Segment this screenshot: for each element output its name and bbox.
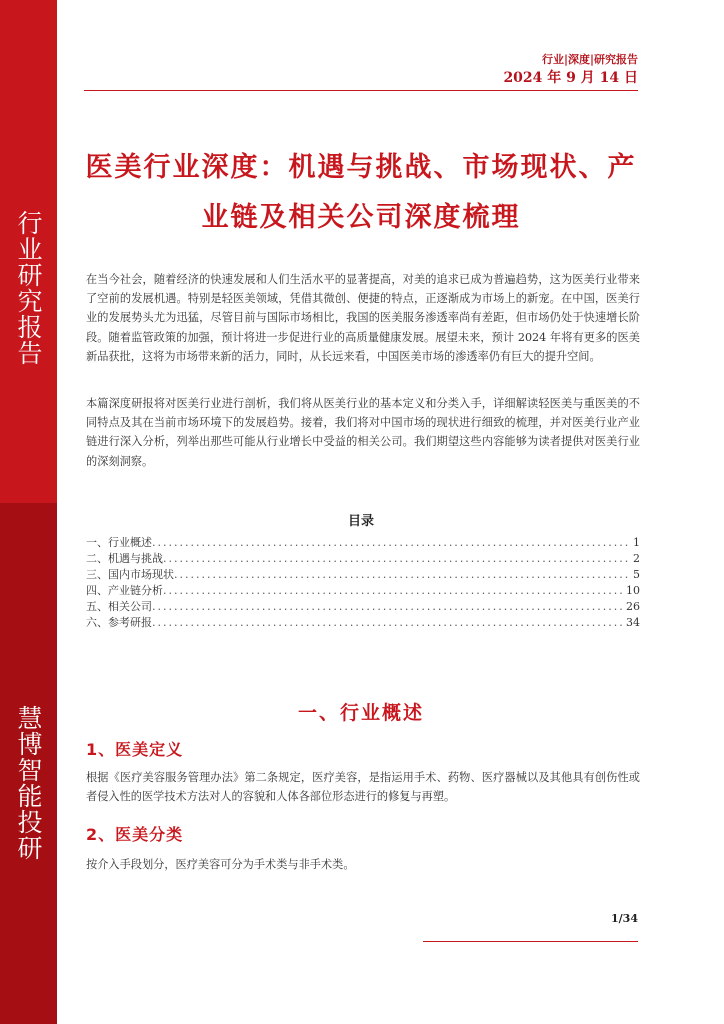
toc-item-label: 三、国内市场现状 xyxy=(86,568,174,581)
toc-item-page: 34 xyxy=(626,616,640,629)
section-title-overview: 一、行业概述 xyxy=(297,702,424,724)
toc-item[interactable] xyxy=(86,567,640,583)
toc-item-label: 六、参考研报 xyxy=(86,616,152,629)
subsection-title-definition: 1、医美定义 xyxy=(86,740,184,759)
intro-paragraph-1: 在当今社会，随着经济的快速发展和人们生活水平的显著提高，对美的追求已成为普遍趋势，这为医美行业带来了空前的发展机遇。特别是轻医美领域，凭借其微创、便捷的特点，正逐渐成为市场上的新宠。在中国，医美行业的发展势头尤为迅猛，尽管目前与国际市场相比，我国的医美服务渗透率尚有差距，但市场仍处于快速增长阶段。随着监管政策的加强，预计将进一步促进行业的高质量健康发展。展望未来，预计 2024 年将有更多的医美新品获批，这将为市场带来新的活力，同时，从长远来看，中国医美市场的渗透率仍有巨大的提升空间。 xyxy=(86,273,640,363)
toc-item-label: 五、相关公司 xyxy=(86,600,152,613)
toc-heading: 目录 xyxy=(347,514,374,529)
report-category: 行业|深度|研究报告 xyxy=(541,53,638,66)
toc-item-page: 2 xyxy=(633,552,640,565)
report-date: 2024 年 9 月 14 日 xyxy=(503,70,638,86)
toc-leader xyxy=(163,551,631,567)
toc-item-page: 26 xyxy=(626,600,640,613)
toc-item[interactable] xyxy=(86,615,640,631)
toc-item-label: 一、行业概述 xyxy=(86,536,152,549)
classification-paragraph: 按介入手段划分，医疗美容可分为手术类与非手术类。 xyxy=(86,858,355,871)
definition-paragraph: 根据《医疗美容服务管理办法》第二条规定，医疗美容，是指运用手术、药物、医疗器械以及其他具有创伤性或者侵入性的医学技术方法对人的容貌和人体各部位形态进行的修复与再塑。 xyxy=(86,771,640,804)
subsection-title-classification: 2、医美分类 xyxy=(86,825,184,844)
toc-item-label: 二、机遇与挑战 xyxy=(86,552,163,565)
toc-item[interactable] xyxy=(86,583,640,599)
toc-item[interactable] xyxy=(86,551,640,567)
toc-item-label: 四、产业链分析 xyxy=(86,584,163,597)
footer-divider xyxy=(423,941,638,942)
report-title-line1: 医美行业深度：机遇与挑战、市场现状、产 xyxy=(85,152,637,183)
toc-item[interactable] xyxy=(86,599,640,615)
toc-item-page: 10 xyxy=(626,584,640,597)
sidebar-bottom-band xyxy=(0,503,57,1024)
toc-leader xyxy=(152,599,624,615)
toc-leader xyxy=(163,583,624,599)
toc-item-page: 5 xyxy=(633,568,640,581)
sidebar-bottom-label: 慧博智能投研 xyxy=(14,705,43,861)
toc-item-page: 1 xyxy=(633,536,640,549)
sidebar-top-band xyxy=(0,0,57,503)
toc-item[interactable] xyxy=(86,535,640,551)
toc-leader xyxy=(152,535,631,551)
report-title-line2: 业链及相关公司深度梳理 xyxy=(201,202,521,233)
sidebar-top-label: 行业研究报告 xyxy=(14,210,43,366)
page-number: 1/34 xyxy=(611,912,638,925)
report-header xyxy=(503,52,638,88)
header-divider xyxy=(84,90,638,91)
toc-leader xyxy=(152,615,624,631)
report-title xyxy=(84,143,638,243)
table-of-contents xyxy=(86,535,640,631)
intro-paragraph-2: 本篇深度研报将对医美行业进行剖析，我们将从医美行业的基本定义和分类入手，详细解读轻医美与重医美的不同特点及其在当前市场环境下的发展趋势。接着，我们将对中国市场的现状进行细致的梳理，并对医美行业产业链进行深入分析，列举出那些可能从行业增长中受益的相关公司。我们期望这些内容能够为读者提供对医美行业的深刻洞察。 xyxy=(86,397,640,468)
toc-leader xyxy=(174,567,631,583)
